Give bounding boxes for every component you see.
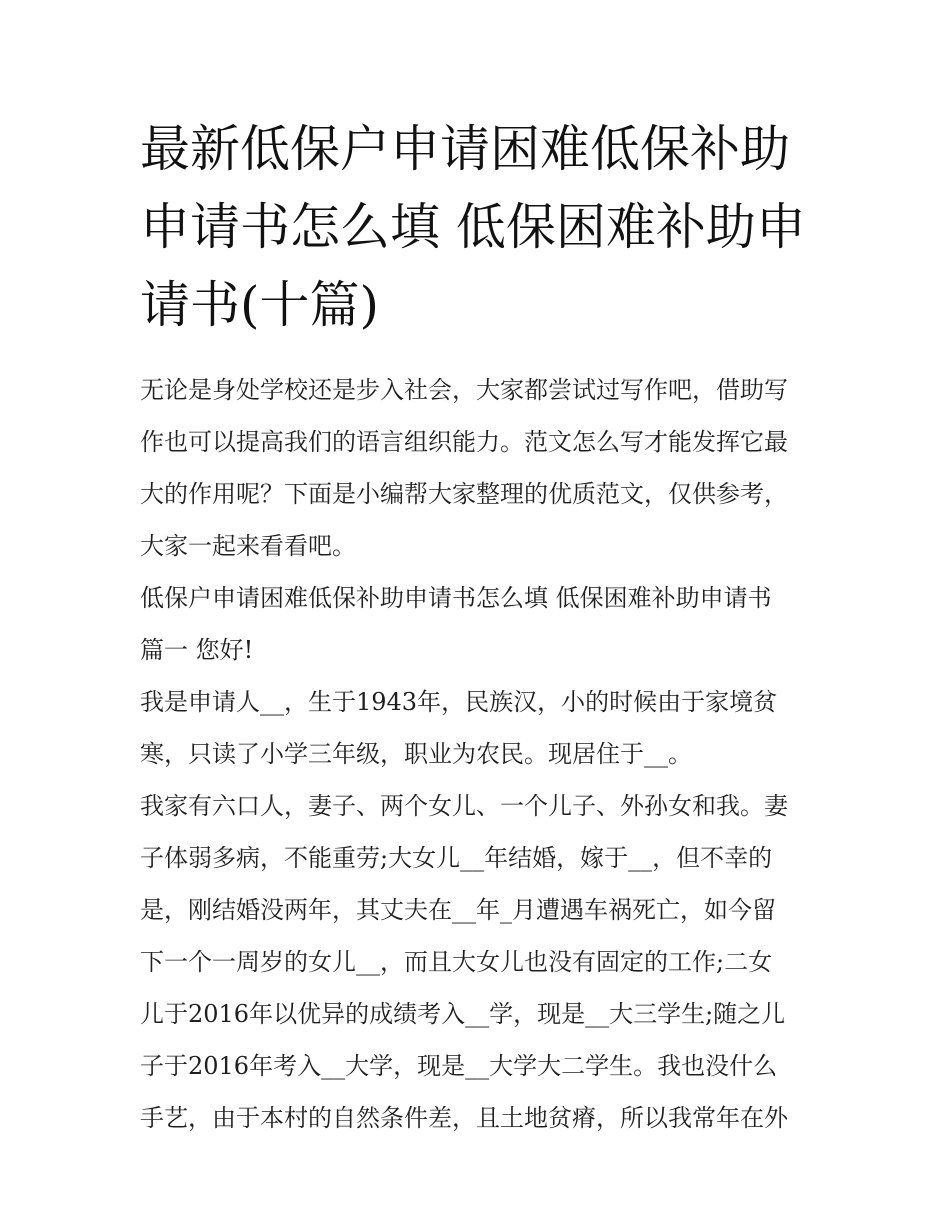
section-heading-line: 篇一 您好! [140, 636, 254, 664]
paragraph-line: 无论是身处学校还是步入社会，大家都尝试过写作吧，借助写 [140, 376, 788, 404]
document-title [140, 110, 820, 344]
paragraph-line: 寒，只读了小学三年级，职业为农民。现居住于__。 [140, 740, 692, 768]
title-line: 请书(十篇) [140, 276, 380, 334]
paragraph-line: 我是申请人__，生于1943年，民族汉，小的时候由于家境贫 [140, 688, 778, 716]
paragraph-line: 子体弱多病，不能重劳;大女儿__年结婚，嫁于__，但不幸的 [140, 844, 773, 872]
paragraph-line: 大家一起来看看吧。 [140, 532, 356, 560]
paragraph-line: 下一个一周岁的女儿__，而且大女儿也没有固定的工作;二女 [140, 948, 773, 976]
paragraph-line: 作也可以提高我们的语言组织能力。范文怎么写才能发挥它最 [140, 428, 788, 456]
title-line: 申请书怎么填 低保困难补助申 [140, 198, 806, 256]
title-line: 最新低保户申请困难低保补助 [140, 120, 790, 178]
paragraph-line: 是，刚结婚没两年，其丈夫在__年_月遭遇车祸死亡，如今留 [140, 896, 776, 924]
section-heading-line: 低保户申请困难低保补助申请书怎么填 低保困难补助申请书 [140, 584, 772, 612]
paragraph-line: 我家有六口人，妻子、两个女儿、一个儿子、外孙女和我。妻 [140, 792, 788, 820]
paragraph-line: 儿于2016年以优异的成绩考入__学，现是__大三学生;随之儿 [140, 1000, 786, 1028]
paragraph-line: 大的作用呢？下面是小编帮大家整理的优质范文，仅供参考， [140, 480, 788, 508]
paragraph-line: 手艺，由于本村的自然条件差，且土地贫瘠，所以我常年在外 [140, 1104, 788, 1132]
document-body [140, 364, 820, 1144]
document-page [140, 110, 820, 1144]
paragraph-line: 子于2016年考入__大学，现是__大学大二学生。我也没什么 [140, 1052, 778, 1080]
